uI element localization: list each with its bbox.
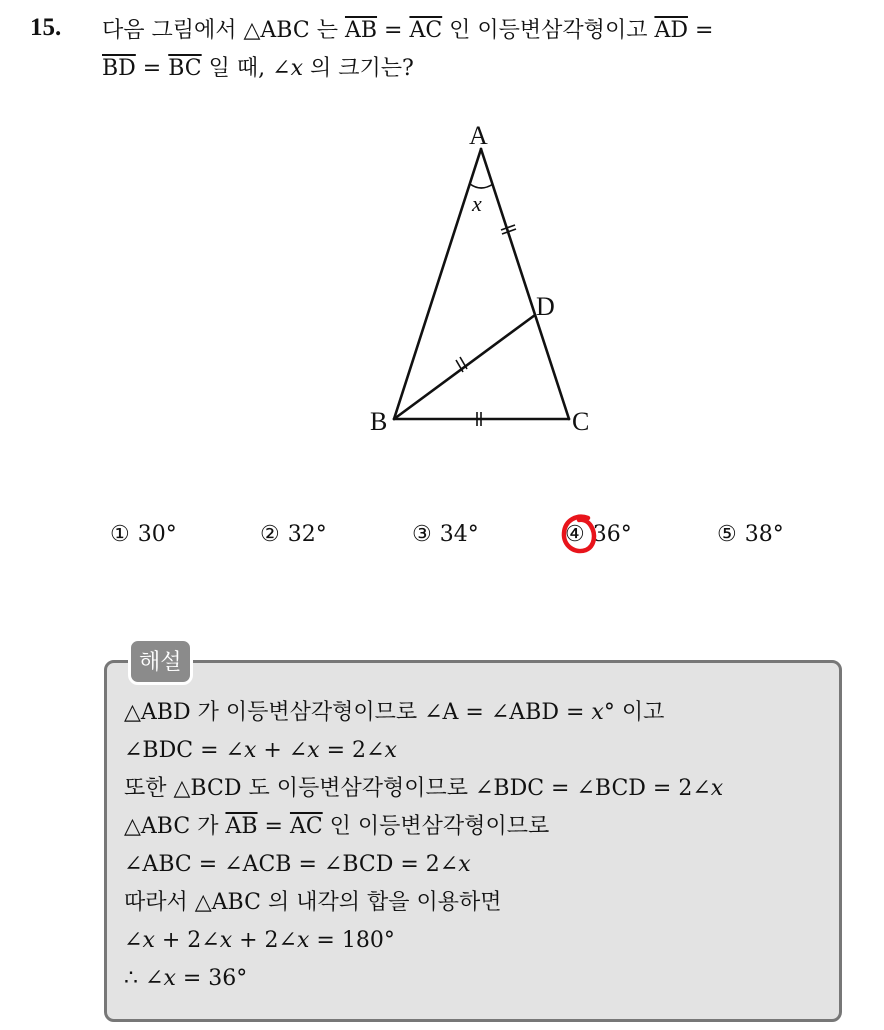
sol-4ac: $\overline{AC}$: [289, 814, 323, 839]
question-number: 15.: [30, 14, 62, 41]
sol-2x2: x: [307, 738, 320, 763]
q-when: 일 때, ∠: [201, 56, 291, 81]
sol-2x3: x: [384, 738, 397, 763]
q-eq1: =: [377, 18, 410, 43]
sol-8x: x: [163, 966, 176, 991]
q-tail: 의 크기는?: [303, 56, 414, 81]
choice-5[interactable]: [717, 522, 784, 547]
solution-text: [124, 694, 824, 998]
segment-ac: [481, 149, 569, 419]
angle-label-x: x: [472, 191, 482, 216]
vertex-label-d: D: [536, 292, 555, 321]
question-text: [102, 12, 872, 88]
sol-2a: ∠BDC = ∠: [124, 738, 244, 763]
q-eq3: =: [135, 56, 169, 81]
sol-7x2: x: [219, 928, 233, 953]
sol-2b: + ∠: [256, 738, 308, 763]
choice-3[interactable]: [412, 522, 479, 547]
sol-4eq: =: [257, 814, 290, 839]
sol-4a: △ABC 가: [124, 814, 226, 839]
q-tri-abc: △ABC: [243, 18, 310, 43]
solution-line-8: [124, 960, 824, 998]
sol-7d: = 180°: [309, 928, 395, 953]
answer-choices: [110, 522, 810, 562]
q-intro: 다음 그림에서: [102, 18, 244, 43]
sol-3a: 또한 △BCD 도 이등변삼각형이므로 ∠BDC = ∠BCD = 2∠: [124, 776, 711, 801]
sol-7x1: x: [142, 928, 155, 953]
sol-7b: + 2∠: [154, 928, 220, 953]
choice-2-mark: ②: [260, 522, 280, 547]
sol-1a: △ABD 가 이등변삼각형이므로 ∠A = ∠ABD =: [124, 700, 592, 725]
choice-4-value: 36°: [592, 522, 632, 547]
sol-5a: ∠ABC = ∠ACB = ∠BCD = 2∠: [124, 852, 459, 877]
segment-bd: [394, 315, 535, 419]
sol-4b: 인 이등변삼각형이므로: [322, 814, 550, 839]
solution-line-5: [124, 846, 824, 884]
solution-line-3: [124, 770, 824, 808]
choice-5-value: 38°: [744, 522, 784, 547]
q-seg-ac: $\overline{AC}$: [409, 18, 443, 43]
choice-3-mark: ③: [412, 522, 432, 547]
solution-line-4: [124, 808, 824, 846]
q-is: 는: [309, 18, 345, 43]
q-seg-ad: $\overline{AD}$: [654, 18, 688, 43]
q-seg-bd: $\overline{BD}$: [102, 56, 136, 81]
sol-2c: = 2∠: [319, 738, 385, 763]
solution-line-7: [124, 922, 824, 960]
solution-line-2: [124, 732, 824, 770]
choice-1-value: 30°: [137, 522, 177, 547]
sol-8b: = 36°: [175, 966, 248, 991]
solution-line-1: [124, 694, 824, 732]
angle-arc-a: [470, 184, 493, 188]
choice-4[interactable]: [565, 522, 632, 547]
sol-3x: x: [710, 776, 724, 801]
choice-1-mark: ①: [110, 522, 130, 547]
choice-2[interactable]: [260, 522, 327, 547]
choice-3-value: 34°: [439, 522, 479, 547]
choice-4-mark: ④: [565, 522, 585, 547]
q-seg-ab: $\overline{AB}$: [344, 18, 378, 43]
q-var-x: x: [290, 56, 303, 81]
sol-4ab: $\overline{AB}$: [225, 814, 258, 839]
sol-7c: + 2∠: [232, 928, 297, 953]
sol-2x1: x: [243, 738, 257, 763]
triangle-figure: [350, 112, 610, 442]
solution-tag: 해설: [128, 638, 193, 685]
selected-answer-circle-icon: [555, 512, 601, 558]
vertex-label-a: A: [469, 121, 488, 150]
sol-1b: ° 이고: [603, 700, 665, 725]
solution-line-6: 따라서 △ABC 의 내각의 합을 이용하면: [124, 890, 502, 915]
sol-5x: x: [458, 852, 471, 877]
sol-7x3: x: [297, 928, 310, 953]
q-seg-bc: $\overline{BC}$: [168, 56, 202, 81]
segment-ab: [394, 149, 481, 419]
tick-marks: [456, 225, 516, 426]
q-eq2: =: [687, 18, 714, 43]
sol-1x: x: [591, 700, 604, 725]
choice-1[interactable]: [110, 522, 177, 547]
choice-2-value: 32°: [287, 522, 327, 547]
sol-8a: ∴ ∠: [124, 966, 164, 991]
vertex-label-c: C: [572, 407, 590, 436]
choice-5-mark: ⑤: [717, 522, 737, 547]
sol-7a: ∠: [124, 928, 143, 953]
vertex-label-b: B: [370, 407, 388, 436]
q-mid: 인 이등변삼각형이고: [442, 18, 655, 43]
